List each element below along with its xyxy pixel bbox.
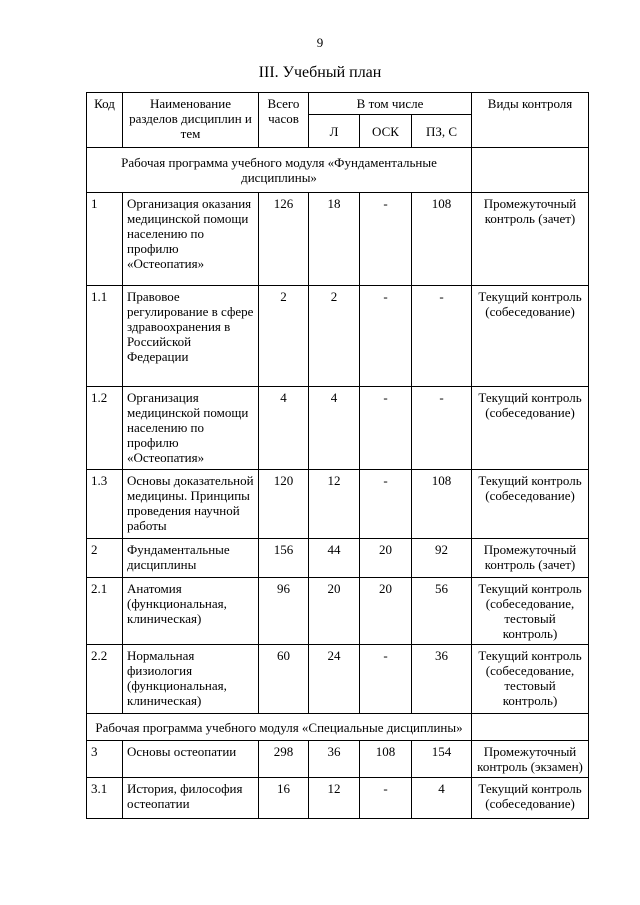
module-row (87, 148, 589, 193)
table-row: 1 Организация оказания медицинской помощи населению по профилю «Остеопатия» 126 18 - 108 Промежуточный контроль (зачет) (87, 193, 589, 286)
header-control: Виды контроля (472, 93, 589, 148)
module-title: Рабочая программа учебного модуля «Специальные дисциплины» (87, 714, 472, 741)
header-osk: ОСК (360, 115, 412, 148)
header-code: Код (87, 93, 123, 148)
table-row: 3.1 История, философия остеопатии 16 12 - 4 Текущий контроль (собеседование) (87, 778, 589, 819)
header-row (87, 93, 589, 115)
table-row: 1.3 Основы доказательной медицины. Принципы проведения научной работы 120 12 - 108 Текущий контроль (собеседование) (87, 470, 589, 539)
table-row: 2 Фундаментальные дисциплины 156 44 20 92 Промежуточный контроль (зачет) (87, 539, 589, 578)
module-title: Рабочая программа учебного модуля «Фундаментальные дисциплины» (87, 148, 472, 193)
page-title: III. Учебный план (258, 64, 382, 81)
table-row: 2.1 Анатомия (функциональная, клиническая) 96 20 20 56 Текущий контроль (собеседование, тестовый контроль) (87, 578, 589, 645)
table-row: 2.2 Нормальная физиология (функциональная, клиническая) 60 24 - 36 Текущий контроль (собеседование, тестовый контроль) (87, 645, 589, 714)
header-including: В том числе (309, 93, 472, 115)
module-row (87, 714, 589, 741)
table-row: 1.1 Правовое регулирование в сфере здравоохранения в Российской Федерации 2 2 - - Текущий контроль (собеседование) (87, 286, 589, 387)
header-pz: ПЗ, С (412, 115, 472, 148)
table-row: 1.2 Организация медицинской помощи населению по профилю «Остеопатия» 4 4 - - Текущий контроль (собеседование) (87, 387, 589, 470)
curriculum-table (86, 92, 589, 819)
page-number: 9 (316, 35, 324, 50)
header-l: Л (309, 115, 360, 148)
header-total: Всего часов (259, 93, 309, 148)
table-row: 3 Основы остеопатии 298 36 108 154 Промежуточный контроль (экзамен) (87, 741, 589, 778)
header-name: Наименование разделов дисциплин и тем (123, 93, 259, 148)
